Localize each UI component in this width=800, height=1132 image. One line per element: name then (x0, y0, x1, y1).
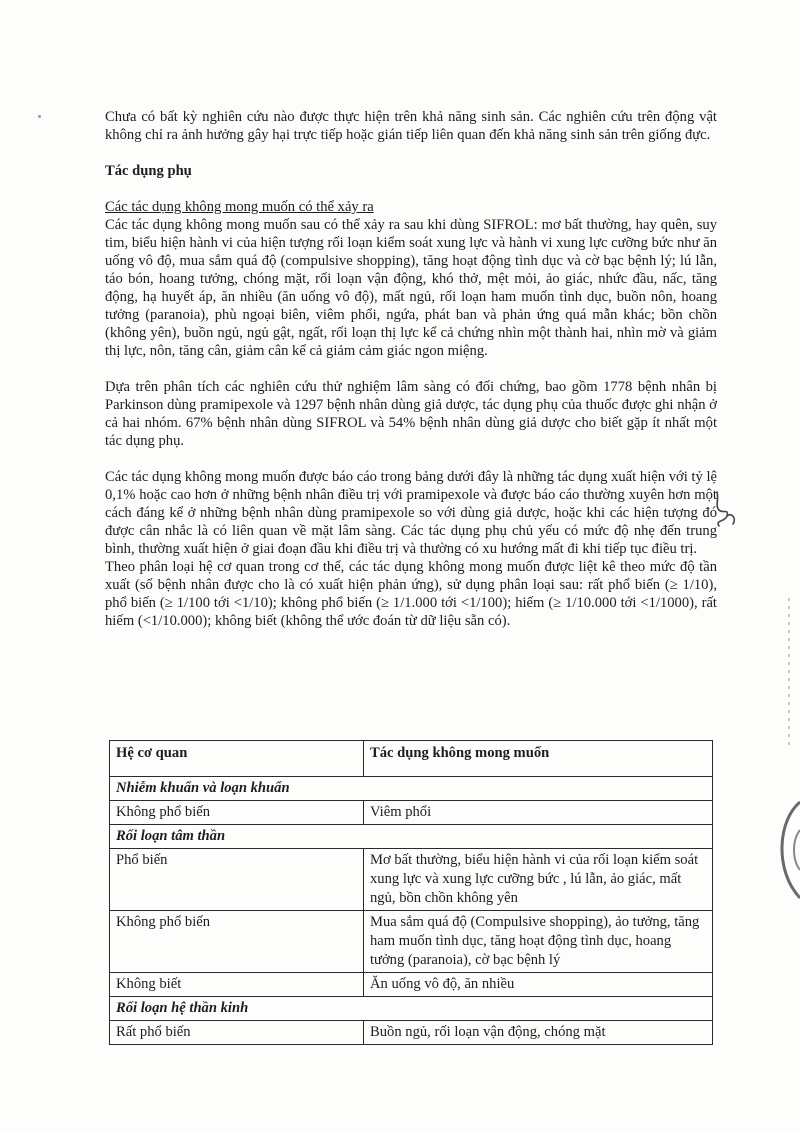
table-row (110, 973, 713, 997)
table-row (110, 801, 713, 825)
side-effects-paragraph-2: Dựa trên phân tích các nghiên cứu thử nghiệm lâm sàng có đối chứng, bao gồm 1778 bệnh nhân bị Parkinson dùng pramipexole và 1297 bệnh nhân dùng giả dược, tác dụng phụ của thuốc được ghi nhận ở cả hai nhóm. 67% bệnh nhân dùng SIFROL và 54% bệnh nhân dùng giả dược cho biết gặp ít nhất một tác dụng phụ. (105, 379, 717, 449)
section-heading-side-effects: Tác dụng phụ (105, 163, 192, 179)
margin-dot (38, 115, 41, 118)
side-effects-table (109, 740, 713, 1045)
group-title-nervous-system: Rối loạn hệ thần kinh (110, 997, 713, 1021)
table-row (110, 849, 713, 911)
frequency-cell: Rất phổ biến (110, 1021, 364, 1045)
table-header-adverse-effects: Tác dụng không mong muốn (364, 741, 713, 777)
effects-cell: Buồn ngủ, rối loạn vận động, chóng mặt (364, 1021, 713, 1045)
table-row (110, 1021, 713, 1045)
frequency-cell: Phổ biến (110, 849, 364, 911)
side-effects-paragraph-4: Theo phân loại hệ cơ quan trong cơ thể, các tác dụng không mong muốn được liệt kê theo mức độ tần xuất (số bệnh nhân được cho là có xuất hiện phản ứng), sử dụng phân loại sau: rất phổ biến (≥ 1/10), phổ biến (≥ 1/100 tới <1/10); không phổ biến (≥ 1/1.000 tới <1/100); hiếm (≥ 1/10.000 tới <1/1000), rất hiếm (<1/10.000); không biết (không thể ước đoán từ dữ liệu sẵn có). (105, 559, 717, 629)
effects-cell: Mơ bất thường, biểu hiện hành vi của rối loạn kiểm soát xung lực và xung lực cưỡng bức , lú lẫn, ảo giác, mất ngủ, bồn chồn không yên (364, 849, 713, 911)
document-body (105, 108, 717, 630)
handwritten-initials-icon (707, 490, 741, 530)
table-header-organ-system: Hệ cơ quan (110, 741, 364, 777)
effects-cell: Ăn uống vô độ, ăn nhiều (364, 973, 713, 997)
effects-cell: Viêm phổi (364, 801, 713, 825)
group-title-psychiatric: Rối loạn tâm thần (110, 825, 713, 849)
frequency-cell: Không phổ biến (110, 801, 364, 825)
table-header-row (110, 741, 713, 777)
table-group-row (110, 997, 713, 1021)
side-effects-paragraph-3: Các tác dụng không mong muốn được báo cáo trong bảng dưới đây là những tác dụng xuất hiện với tỷ lệ 0,1% hoặc cao hơn ở những bệnh nhân điều trị với pramipexole và được báo cáo thường xuyên hơn một cách đáng kể ở những bệnh nhân dùng pramipexole so với dùng giả dược, hoặc khi các hiện tượng đó được cân nhắc là có liên quan về mặt lâm sàng. Các tác dụng phụ chủ yếu có mức độ nhẹ đến trung bình, thường xuất hiện ở giai đoạn đầu khi điều trị và thường có xu hướng mất đi khi tiếp tục điều trị. (105, 469, 717, 557)
sub-heading-possible-effects: Các tác dụng không mong muốn có thể xảy ra (105, 199, 374, 215)
frequency-cell: Không phổ biến (110, 911, 364, 973)
effects-cell: Mua sắm quá độ (Compulsive shopping), ảo tưởng, tăng ham muốn tình dục, tăng hoạt động tình dục, hoang tưởng (paranoia), cờ bạc bệnh lý (364, 911, 713, 973)
table-group-row (110, 825, 713, 849)
frequency-cell: Không biết (110, 973, 364, 997)
stamp-edge-icon (770, 800, 800, 900)
page-edge-marks-icon (786, 598, 792, 748)
intro-paragraph: Chưa có bất kỳ nghiên cứu nào được thực hiện trên khả năng sinh sản. Các nghiên cứu trên động vật không chỉ ra ảnh hưởng gây hại trực tiếp hoặc gián tiếp liên quan đến khả năng sinh sản trên giống đực. (105, 109, 717, 143)
group-title-infections: Nhiễm khuẩn và loạn khuẩn (110, 777, 713, 801)
table-row (110, 911, 713, 973)
table-group-row (110, 777, 713, 801)
side-effects-paragraph-1: Các tác dụng không mong muốn sau có thể xảy ra sau khi dùng SIFROL: mơ bất thường, hay quên, suy tim, biểu hiện hành vi của hiện tượng rối loạn kiểm soát xung lực và hành vi xung lực cưỡng bức như ăn uống vô độ, mua sắm quá độ (compulsive shopping), tăng hoạt động tình dục và cờ bạc bệnh lý; lú lẫn, táo bón, hoang tưởng, chóng mặt, rối loạn vận động, khó thở, mệt mỏi, ảo giác, nhức đầu, nấc, tăng động, hạ huyết áp, ăn nhiều (ăn uống vô độ), mất ngủ, rối loạn ham muốn tình dục, buồn nôn, hoang tưởng (paranoia), phù ngoại biên, viêm phổi, ngứa, phát ban và phản ứng quá mẫn khác; bồn chồn (không yên), buồn ngủ, ngủ gật, ngất, rối loạn thị lực kể cả chứng nhìn một thành hai, nhìn mờ và giảm thị lực, nôn, tăng cân, giảm cân kể cả giảm cảm giác ngon miệng. (105, 217, 717, 359)
